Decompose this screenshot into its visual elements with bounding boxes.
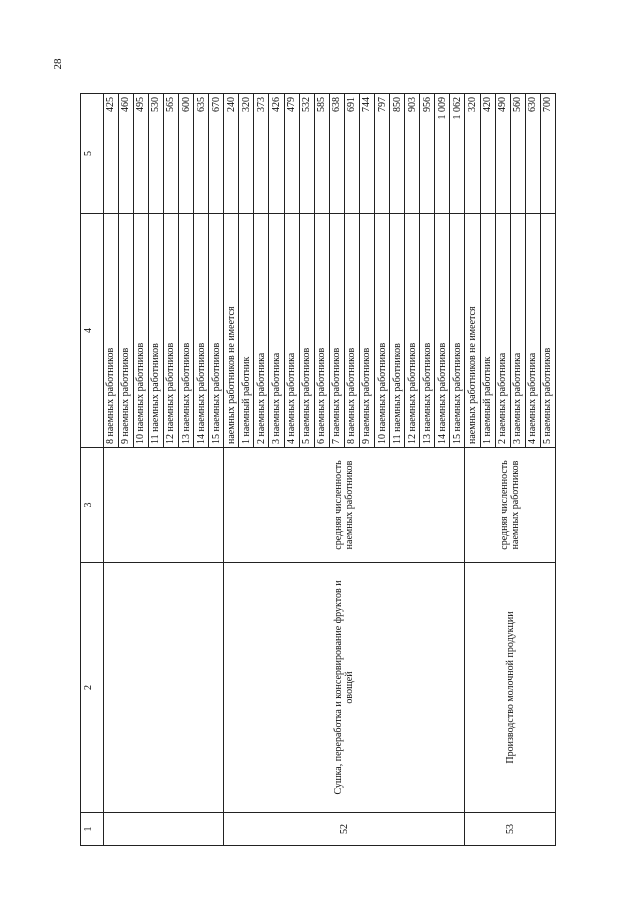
employees-cell: 15 наемных работников (450, 214, 465, 448)
amount-cell: 532 (299, 94, 314, 214)
amount-cell: 670 (209, 94, 224, 214)
employees-cell: 8 наемных работников (344, 214, 359, 448)
employees-cell: 2 наемных работника (495, 214, 510, 448)
employees-cell: 8 наемных работников (103, 214, 118, 448)
amount-cell: 956 (420, 94, 435, 214)
table-row (465, 94, 480, 846)
employees-cell: 4 наемных работника (525, 214, 540, 448)
row-number-cell: 53 (465, 813, 556, 846)
employees-cell: 11 наемных работников (390, 214, 405, 448)
amount-cell: 797 (375, 94, 390, 214)
employees-cell: 3 наемных работника (269, 214, 284, 448)
employees-cell: 12 наемных работников (405, 214, 420, 448)
amount-cell: 320 (465, 94, 480, 214)
header-cell: 3 (81, 448, 104, 563)
employees-cell: 4 наемных работника (284, 214, 299, 448)
header-cell: 2 (81, 563, 104, 813)
amount-cell: 630 (525, 94, 540, 214)
employees-cell: 10 наемных работников (133, 214, 148, 448)
amount-cell: 638 (329, 94, 344, 214)
amount-cell: 635 (194, 94, 209, 214)
header-row (81, 94, 104, 846)
amount-cell: 420 (480, 94, 495, 214)
employees-cell: 14 наемных работников (194, 214, 209, 448)
amount-cell: 479 (284, 94, 299, 214)
amount-cell: 1 062 (450, 94, 465, 214)
amount-cell: 373 (254, 94, 269, 214)
employees-cell: 9 наемных работников (359, 214, 374, 448)
amount-cell: 530 (148, 94, 163, 214)
employees-cell: 15 наемных работников (209, 214, 224, 448)
amount-cell: 460 (118, 94, 133, 214)
employees-cell: 5 наемных работников (540, 214, 555, 448)
amount-cell: 585 (314, 94, 329, 214)
amount-cell: 560 (510, 94, 525, 214)
employees-cell: наемных работников не имеется (224, 214, 239, 448)
employees-cell: 9 наемных работников (118, 214, 133, 448)
amount-cell: 600 (179, 94, 194, 214)
indicator-cell (103, 448, 224, 563)
indicator-cell: средняя численность наемных работников (465, 448, 556, 563)
employees-cell: 1 наемный работник (480, 214, 495, 448)
amount-cell: 495 (133, 94, 148, 214)
activity-cell (103, 563, 224, 813)
row-number-cell: 52 (224, 813, 465, 846)
employees-cell: 13 наемных работников (179, 214, 194, 448)
amount-cell: 700 (540, 94, 555, 214)
employees-cell: 1 наемный работник (239, 214, 254, 448)
employees-cell: 7 наемных работников (329, 214, 344, 448)
page-number: 28 (52, 58, 64, 70)
table-row (224, 94, 239, 846)
employees-cell: 11 наемных работников (148, 214, 163, 448)
employees-cell: 13 наемных работников (420, 214, 435, 448)
amount-cell: 744 (359, 94, 374, 214)
amount-cell: 1 009 (435, 94, 450, 214)
amount-cell: 903 (405, 94, 420, 214)
employees-cell: 3 наемных работника (510, 214, 525, 448)
employees-cell: 5 наемных работников (299, 214, 314, 448)
amount-cell: 426 (269, 94, 284, 214)
amount-cell: 320 (239, 94, 254, 214)
employees-cell: наемных работников не имеется (465, 214, 480, 448)
employees-cell: 10 наемных работников (375, 214, 390, 448)
header-cell: 4 (81, 214, 104, 448)
amount-cell: 691 (344, 94, 359, 214)
employees-cell: 12 наемных работников (163, 214, 178, 448)
indicator-cell: средняя численность наемных работников (224, 448, 465, 563)
tariff-table (80, 93, 556, 846)
table-body (81, 94, 556, 846)
employees-cell: 14 наемных работников (435, 214, 450, 448)
rotated-table-container (80, 94, 556, 846)
row-number-cell (103, 813, 224, 846)
employees-cell: 6 наемных работников (314, 214, 329, 448)
amount-cell: 490 (495, 94, 510, 214)
amount-cell: 425 (103, 94, 118, 214)
amount-cell: 565 (163, 94, 178, 214)
activity-cell: Производство молочной продукции (465, 563, 556, 813)
header-cell: 1 (81, 813, 104, 846)
activity-cell: Сушка, переработка и консервирование фруктов и овощей (224, 563, 465, 813)
amount-cell: 240 (224, 94, 239, 214)
amount-cell: 850 (390, 94, 405, 214)
employees-cell: 2 наемных работника (254, 214, 269, 448)
table-row (103, 94, 118, 846)
header-cell: 5 (81, 94, 104, 214)
